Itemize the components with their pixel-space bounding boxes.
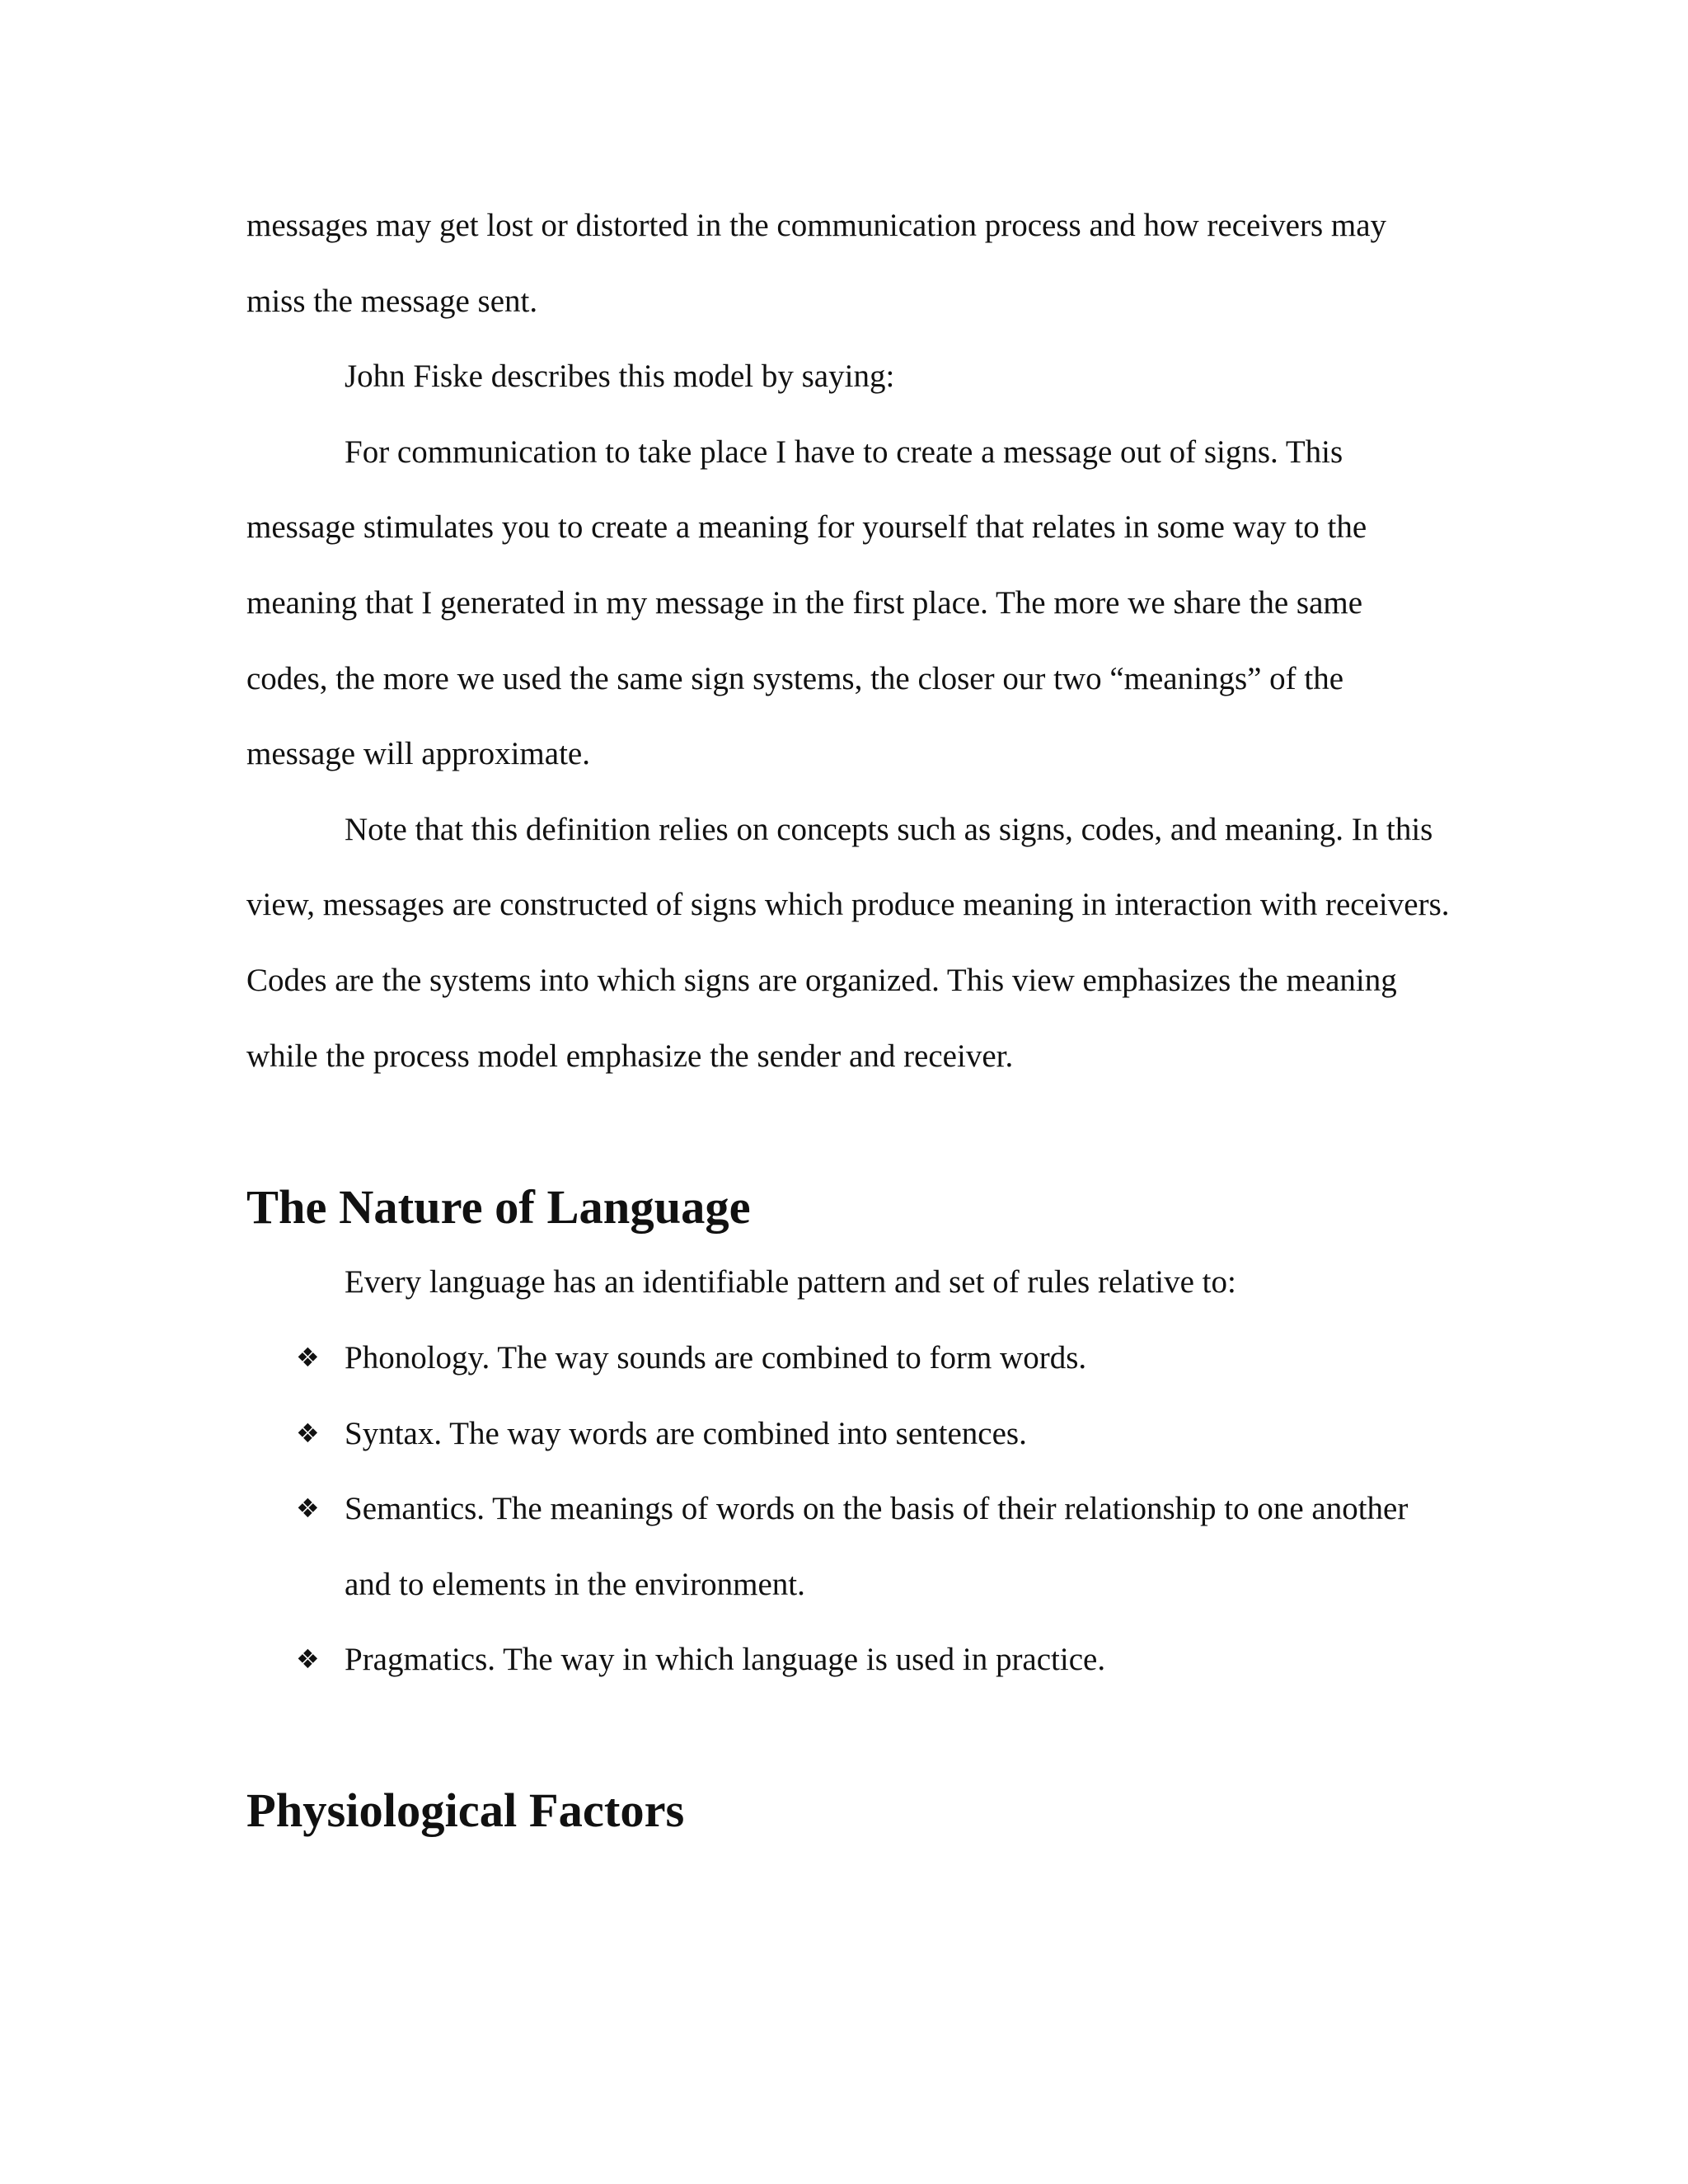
- list-item: [246, 1622, 1450, 1698]
- section-heading-physiological-factors: Physiological Factors: [246, 1783, 685, 1838]
- section-spacer: [246, 1698, 1450, 1774]
- diamond-bullet-icon: ❖: [296, 1417, 320, 1449]
- diamond-bullet-icon: ❖: [296, 1643, 320, 1675]
- paragraph-language-intro: Every language has an identifiable pattern and set of rules relative to:: [345, 1264, 1236, 1301]
- list-item-text: Syntax. The way words are combined into sentences.: [345, 1415, 1027, 1451]
- paragraph-fiske-intro: John Fiske describes this model by saying:: [345, 359, 895, 395]
- paragraph-continuation: messages may get lost or distorted in the communication process and how receivers may miss the message sent.: [246, 208, 1387, 319]
- diamond-bullet-icon: ❖: [296, 1341, 320, 1373]
- paragraph-fiske-quote: For communication to take place I have to create a message out of signs. This message stimulates you to create a meaning for yourself that relates in some way to the meaning that I generated in my message in the first place. The more we share the same codes, the more we used the same sign systems, the closer our two “meanings” of the message will approximate.: [246, 434, 1367, 772]
- section-spacer: [246, 1094, 1450, 1169]
- list-item-text: Pragmatics. The way in which language is used in practice.: [345, 1642, 1106, 1678]
- list-item: [246, 1320, 1450, 1396]
- language-rules-list: [246, 1320, 1450, 1698]
- paragraph-definition-note: Note that this definition relies on concepts such as signs, codes, and meaning. In this view, messages are constructed of signs which produce meaning in interaction with receivers. Codes are the systems into which signs are organized. This view emphasizes the meaning while the process model emphasize the sender and receiver.: [246, 811, 1450, 1074]
- list-item-text: Semantics. The meanings of words on the basis of their relationship to one another and to elements in the environment.: [345, 1491, 1409, 1602]
- list-item: [246, 1471, 1450, 1622]
- diamond-bullet-icon: ❖: [296, 1493, 320, 1525]
- list-item: [246, 1396, 1450, 1472]
- list-item-text: Phonology. The way sounds are combined to form words.: [345, 1339, 1087, 1376]
- document-body: [246, 188, 1450, 1849]
- section-heading-nature-of-language: The Nature of Language: [246, 1179, 751, 1234]
